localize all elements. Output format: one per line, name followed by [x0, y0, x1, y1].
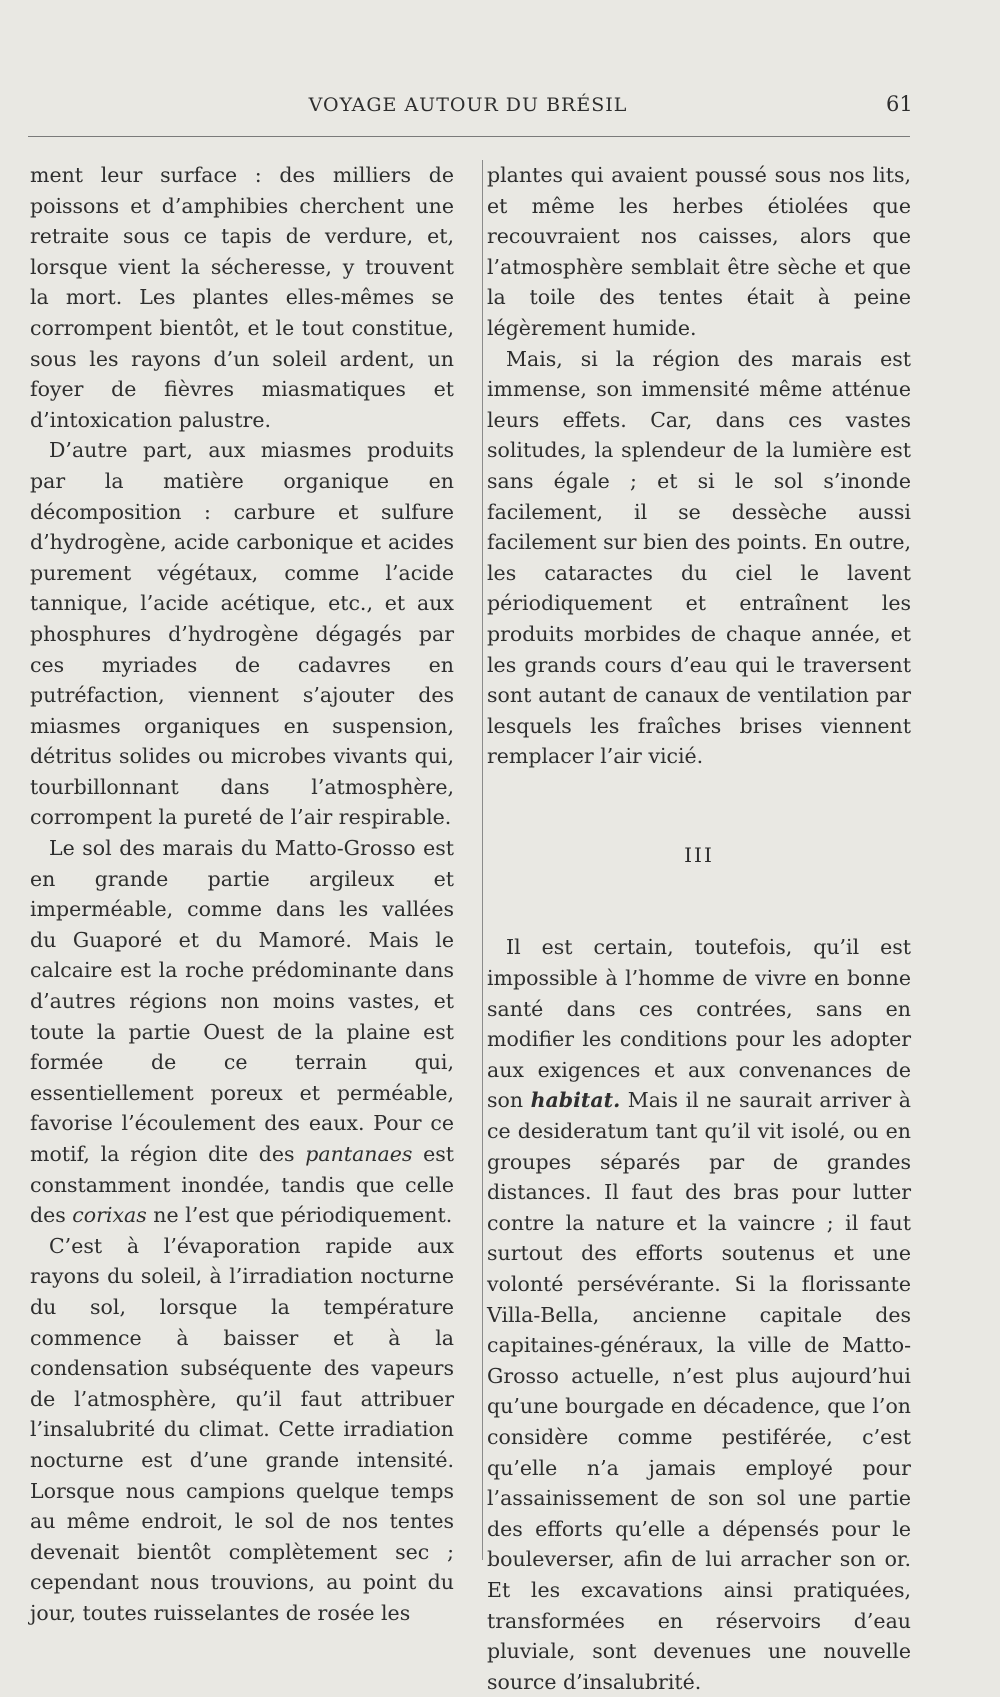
- italic-term-corixas: corixas: [72, 1203, 147, 1228]
- running-title: VOYAGE AUTOUR DU BRÉSIL: [308, 94, 628, 116]
- text-run: Il est certain, toutefois, qu’il est impossible à l’homme de vivre en bonne santé dans ces contrées, sans en modifier les conditions pour les adopter aux exigences et aux convenances de son: [487, 935, 911, 1113]
- bold-term-habitat: habitat.: [530, 1088, 621, 1113]
- paragraph: [487, 932, 911, 1697]
- left-column: [30, 160, 454, 1629]
- paragraph: C’est à l’évaporation rapide aux rayons du soleil, à l’irradiation nocturne du sol, lorsque la température commence à baisser et à la condensation subséquente des vapeurs de l’atmosphère, qu’il faut attribuer l’insalubrité du climat. Cette irradiation nocturne est d’une grande intensité. Lorsque nous campions quelque temps au même endroit, le sol de nos tentes devenait bientôt complètement sec ; cependant nous trouvions, au point du jour, toutes ruisselantes de rosée les: [30, 1233, 454, 1625]
- text-run: Le sol des marais du Matto-Grosso est en grande partie argileux et imperméable, comme dans les vallées du Guaporé et du Mamoré. Mais le calcaire est la roche prédominante dans d’autres régions non moins vastes, et toute la partie Ouest de la plaine est formée de ce terrain qui, essentiellement poreux et perméable, favorise l’écoulement des eaux. Pour ce motif, la région dite des: [30, 836, 454, 1166]
- column-divider: [482, 160, 483, 1560]
- section-heading: III: [684, 842, 714, 867]
- text-run: ne l’est que périodiquement.: [146, 1203, 453, 1228]
- page-number: 61: [886, 92, 913, 116]
- right-column: [487, 160, 911, 1697]
- italic-term-pantanaes: pantanaes: [305, 1142, 413, 1166]
- text-run: Mais il ne saurait arriver à ce desideratum tant qu’il vit isolé, ou en groupes séparés par de grandes distances. Il faut des bras pour lutter contre la nature et la vaincre ; il faut surtout des efforts soutenus et une volonté persévérante. Si la florissante Villa-Bella, ancienne capitale des capitaines-généraux, la ville de Matto-Grosso actuelle, n’est plus aujourd’hui qu’une bourgade en décadence, que l’on considère comme pestiférée, c’est qu’elle n’a jamais employé pour l’assainissement de son sol une partie des efforts qu’elle a dépensés pour le bouleverser, afin de lui arracher son or. Et les excavations ainsi pratiquées, transformées en réservoirs d’eau pluviale, sont devenues une nouvelle source d’insalubrité.: [487, 1088, 911, 1694]
- paragraph: plantes qui avaient poussé sous nos lits, et même les herbes étiolées que recouvraient nos caisses, alors que l’atmosphère semblait être sèche et que la toile des tentes était à peine légèrement humide.: [487, 163, 911, 340]
- paragraph: Mais, si la région des marais est immense, son immensité même atténue leurs effets. Car, dans ces vastes solitudes, la splendeur de la lumière est sans égale ; et si le sol s’inonde facilement, il se dessèche aussi facilement sur bien des points. En outre, les cataractes du ciel le lavent périodiquement et entraînent les produits morbides de chaque année, et les grands cours d’eau qui le traversent sont autant de canaux de ventilation par lesquels les fraîches brises viennent remplacer l’air vicié.: [487, 346, 911, 769]
- paragraph: ment leur surface : des milliers de poissons et d’amphibies cherchent une retraite sous ce tapis de verdure, et, lorsque vient la sécheresse, y trouvent la mort. Les plantes elles-mêmes se corrompent bientôt, et le tout constitue, sous les rayons d’un soleil ardent, un foyer de fièvres miasmatiques et d’intoxication palustre.: [30, 163, 454, 432]
- header-rule: [28, 136, 910, 137]
- paragraph: [30, 833, 454, 1231]
- paragraph: D’autre part, aux miasmes produits par la matière organique en décomposition : carbure et sulfure d’hydrogène, acide carbonique et acides purement végétaux, comme l’acide tannique, l’acide acétique, etc., et aux phosphures d’hydrogène dégagés par ces myriades de cadavres en putréfaction, viennent s’ajouter des miasmes organiques en suspension, détritus solides ou microbes vivants qui, tourbillonnant dans l’atmosphère, corrompent la pureté de l’air respirable.: [30, 438, 454, 830]
- text-run: est constamment inondée, tandis que celle des: [30, 1142, 454, 1228]
